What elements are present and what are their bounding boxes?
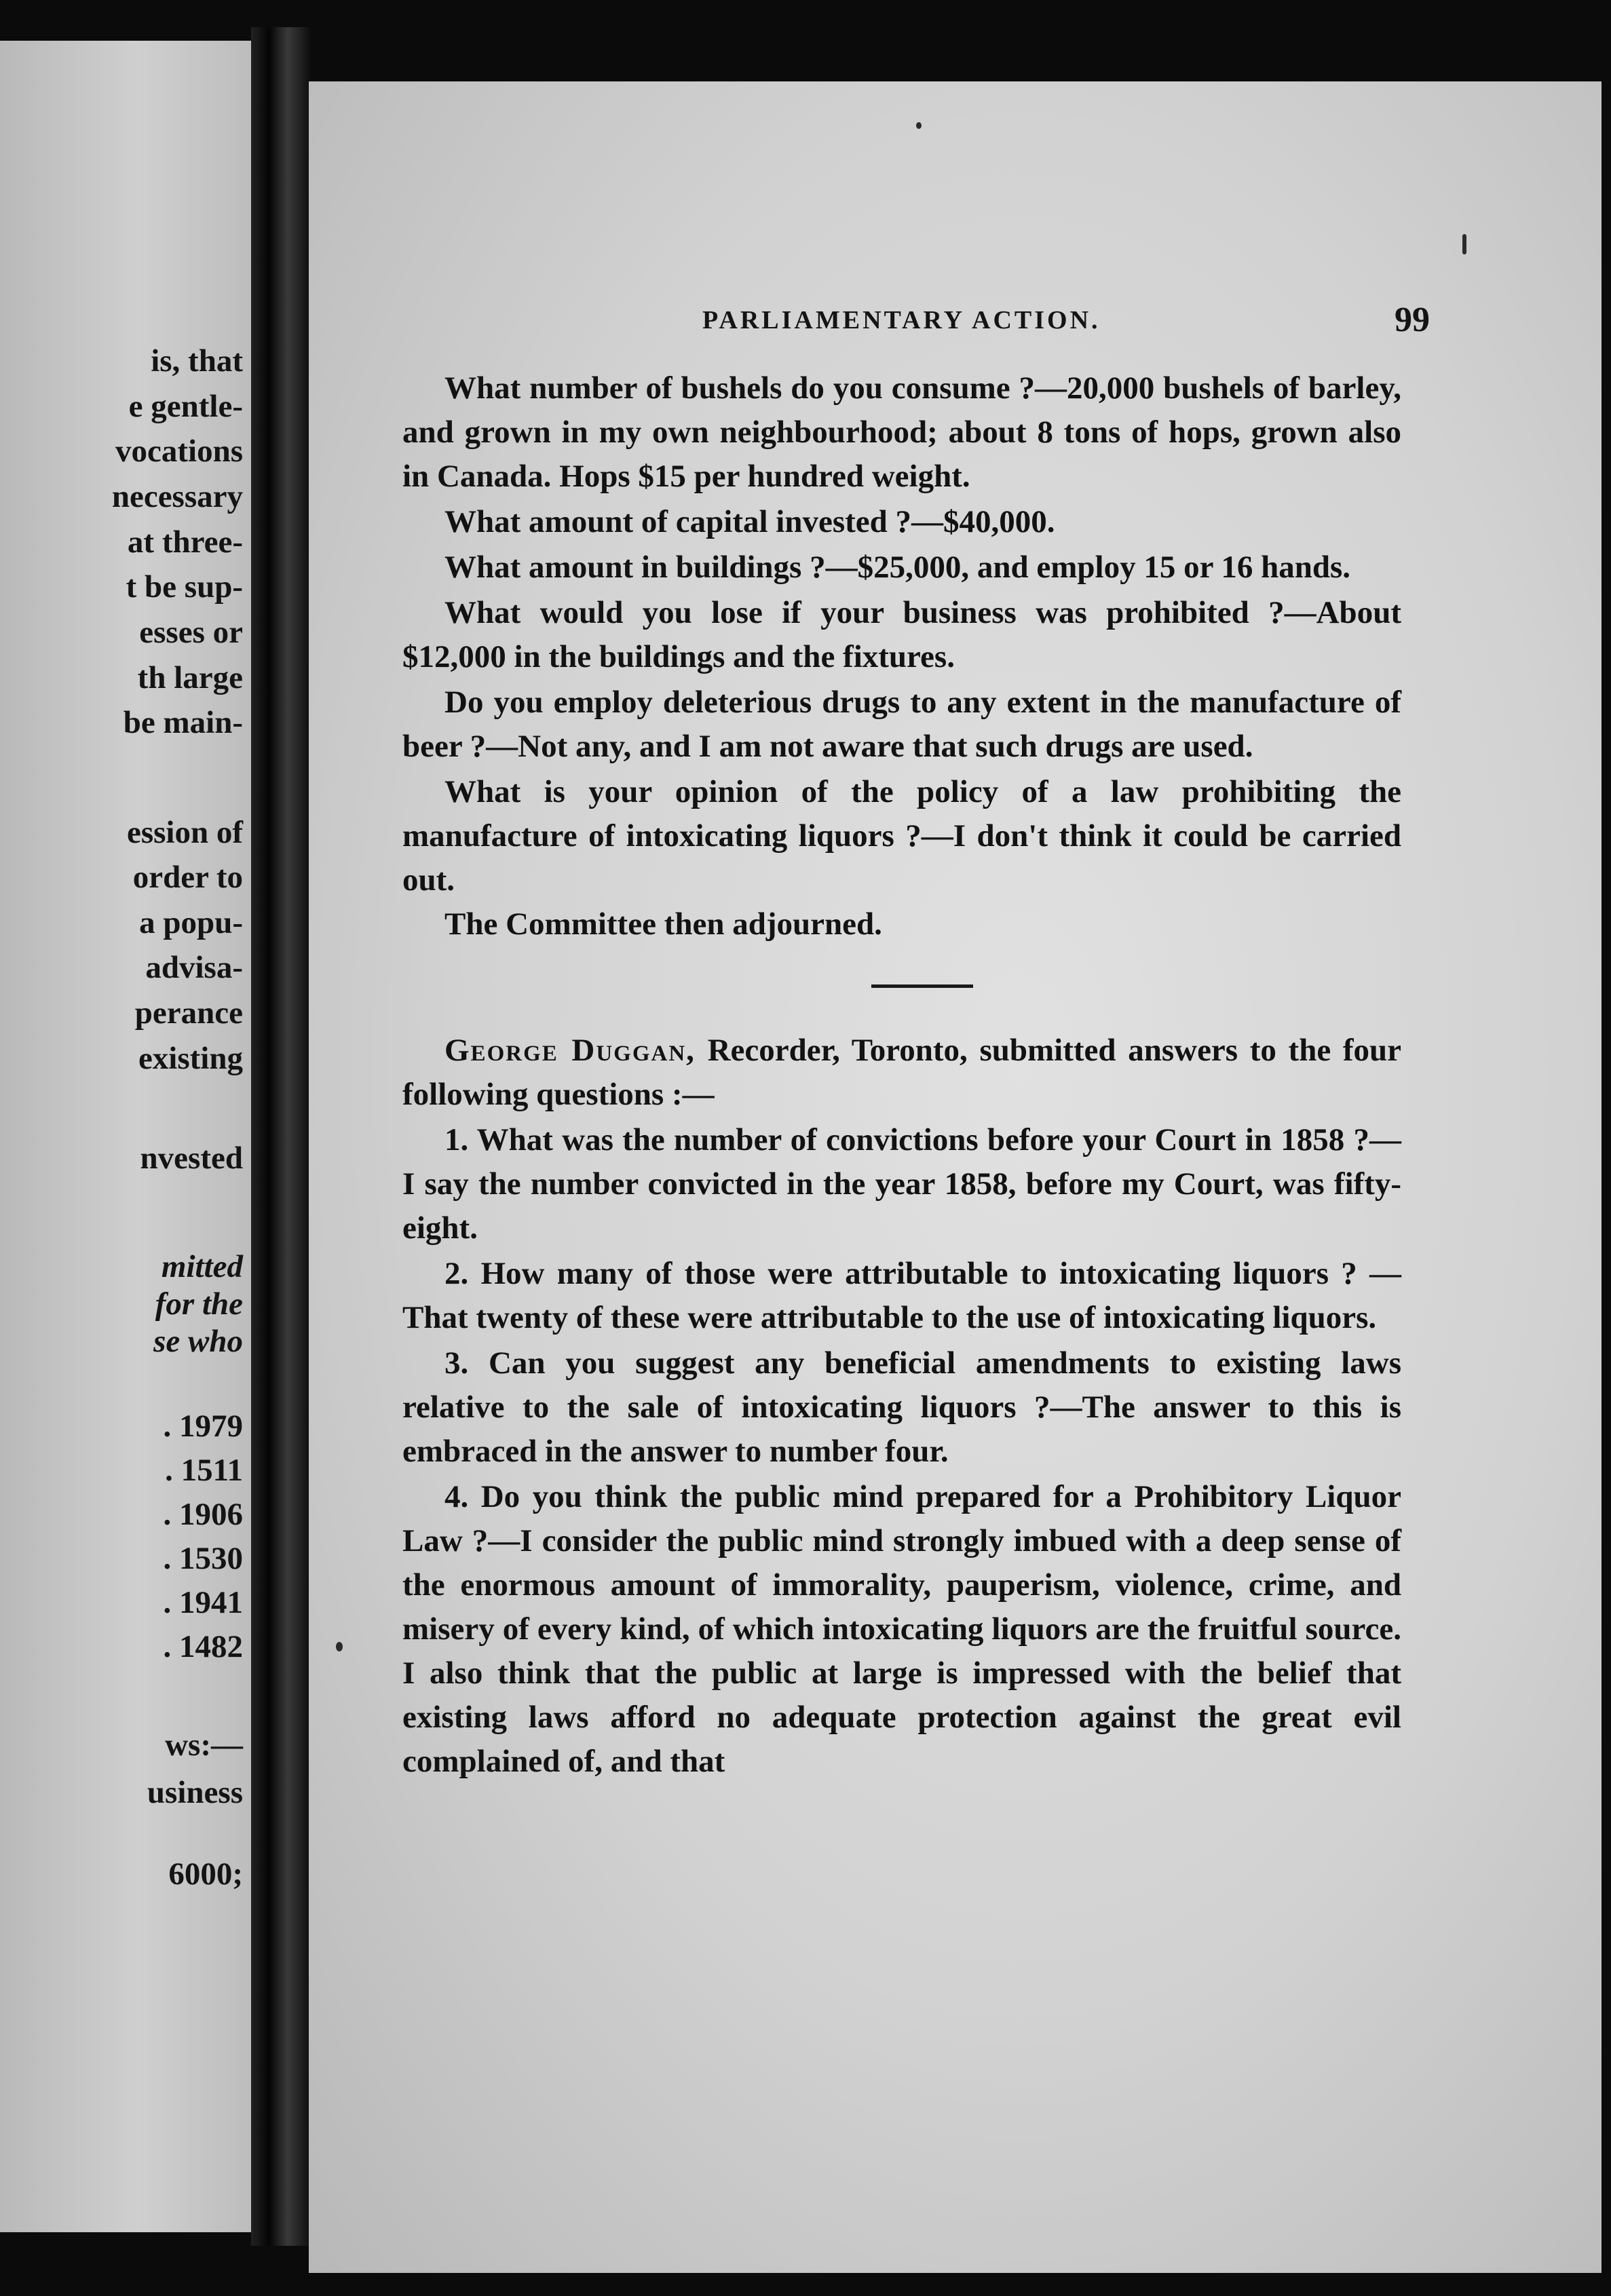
person-name: George Duggan, bbox=[444, 1033, 696, 1068]
question-1: 1. What was the number of convictions before your Court in 1858 ?—I say the number convicted in the year 1858, before my Court, was fifty-eight. bbox=[402, 1122, 1401, 1246]
left-page-text-fragment: usiness bbox=[147, 1775, 243, 1810]
section-divider bbox=[871, 984, 973, 988]
left-page-text-fragment: order to bbox=[132, 860, 243, 895]
paragraph-adjourned: The Committee then adjourned. bbox=[444, 906, 882, 942]
paragraph-buildings: What amount in buildings ?—$25,000, and employ 15 or 16 hands. bbox=[444, 550, 1351, 585]
left-page-text-fragment: be main- bbox=[123, 705, 243, 740]
left-page-text-fragment: . 1482 bbox=[163, 1629, 243, 1664]
page-body bbox=[402, 366, 1401, 1784]
left-page-text-fragment: esses or bbox=[139, 615, 243, 650]
left-page-text-fragment: necessary bbox=[111, 479, 243, 514]
left-page-text-fragment: is, that bbox=[151, 343, 243, 379]
left-page-text-fragment: . 1941 bbox=[163, 1585, 243, 1620]
left-page-text-fragment: a popu- bbox=[139, 905, 243, 940]
left-page-text-fragment: . 1906 bbox=[163, 1497, 243, 1532]
left-page-text-fragment: nvested bbox=[140, 1141, 243, 1176]
left-page-text-fragment: . 1511 bbox=[165, 1453, 243, 1488]
left-page-text-fragment: th large bbox=[137, 660, 243, 695]
left-page-text-fragment: t be sup- bbox=[126, 569, 243, 605]
left-page-text-fragment: vocations bbox=[115, 434, 243, 469]
speck-mark bbox=[1462, 234, 1466, 254]
left-page-text-fragment: for the bbox=[155, 1286, 243, 1322]
left-page-text-fragment: ws:— bbox=[165, 1727, 243, 1763]
left-page-text-fragment: advisa- bbox=[145, 950, 243, 985]
left-page-text-fragment: perance bbox=[134, 995, 243, 1031]
paragraph-drugs: Do you employ deleterious drugs to any extent in the manufacture of beer ?—Not any, and I am not aware that such drugs are used. bbox=[402, 685, 1401, 764]
left-page-text-fragment: 6000; bbox=[168, 1856, 243, 1892]
paragraph-duggan-text: Recorder, Toronto, submitted answers to the four following questions :— bbox=[402, 1033, 1401, 1112]
main-page bbox=[309, 81, 1601, 2273]
left-page-text-fragment: mitted bbox=[161, 1249, 243, 1284]
book-gutter bbox=[251, 27, 312, 2246]
left-page-text-fragment: existing bbox=[138, 1041, 243, 1076]
speck-mark bbox=[916, 122, 922, 129]
left-page-text-fragment: se who bbox=[153, 1324, 243, 1359]
paragraph-capital: What amount of capital invested ?—$40,000. bbox=[444, 504, 1055, 539]
left-page-text-fragment: . 1530 bbox=[163, 1541, 243, 1576]
left-page-text-fragment: . 1979 bbox=[163, 1409, 243, 1444]
paragraph-prohibited: What would you lose if your business was prohibited ?—About $12,000 in the buildings and the fixtures. bbox=[402, 595, 1401, 674]
speck-mark bbox=[336, 1642, 343, 1651]
running-head: PARLIAMENTARY ACTION. bbox=[702, 306, 1101, 334]
question-2: 2. How many of those were attributable to intoxicating liquors ? —That twenty of these were attributable to the use of intoxicating liquors. bbox=[402, 1256, 1401, 1335]
question-4: 4. Do you think the public mind prepared for a Prohibitory Liquor Law ?—I consider the public mind strongly imbued with a deep sense of the enormous amount of immorality, pauperism, violence, crime, and misery of every kind, of which intoxicating liquors are the fruitful source. I also think that the public at large is impressed with the belief that existing laws afford no adequate protection against the great evil complained of, and that bbox=[402, 1479, 1401, 1779]
left-page-text-fragment: e gentle- bbox=[128, 389, 243, 424]
left-page-text-fragment: at three- bbox=[127, 524, 243, 560]
left-page-text-fragment: ession of bbox=[126, 815, 243, 850]
paragraph-duggan bbox=[402, 1029, 1401, 1117]
question-3: 3. Can you suggest any beneficial amendments to existing laws relative to the sale of intoxicating liquors ?—The answer to this is embraced in the answer to number four. bbox=[402, 1345, 1401, 1469]
page-number: 99 bbox=[1395, 301, 1430, 339]
paragraph-bushels: What number of bushels do you consume ?—20,000 bushels of barley, and grown in my own neighbourhood; about 8 tons of hops, grown also in Canada. Hops $15 per hundred weight. bbox=[402, 370, 1401, 494]
left-page-fragment bbox=[0, 41, 251, 2232]
paragraph-opinion: What is your opinion of the policy of a law prohibiting the manufacture of intoxicating liquors ?—I don't think it could be carried out. bbox=[402, 774, 1401, 898]
